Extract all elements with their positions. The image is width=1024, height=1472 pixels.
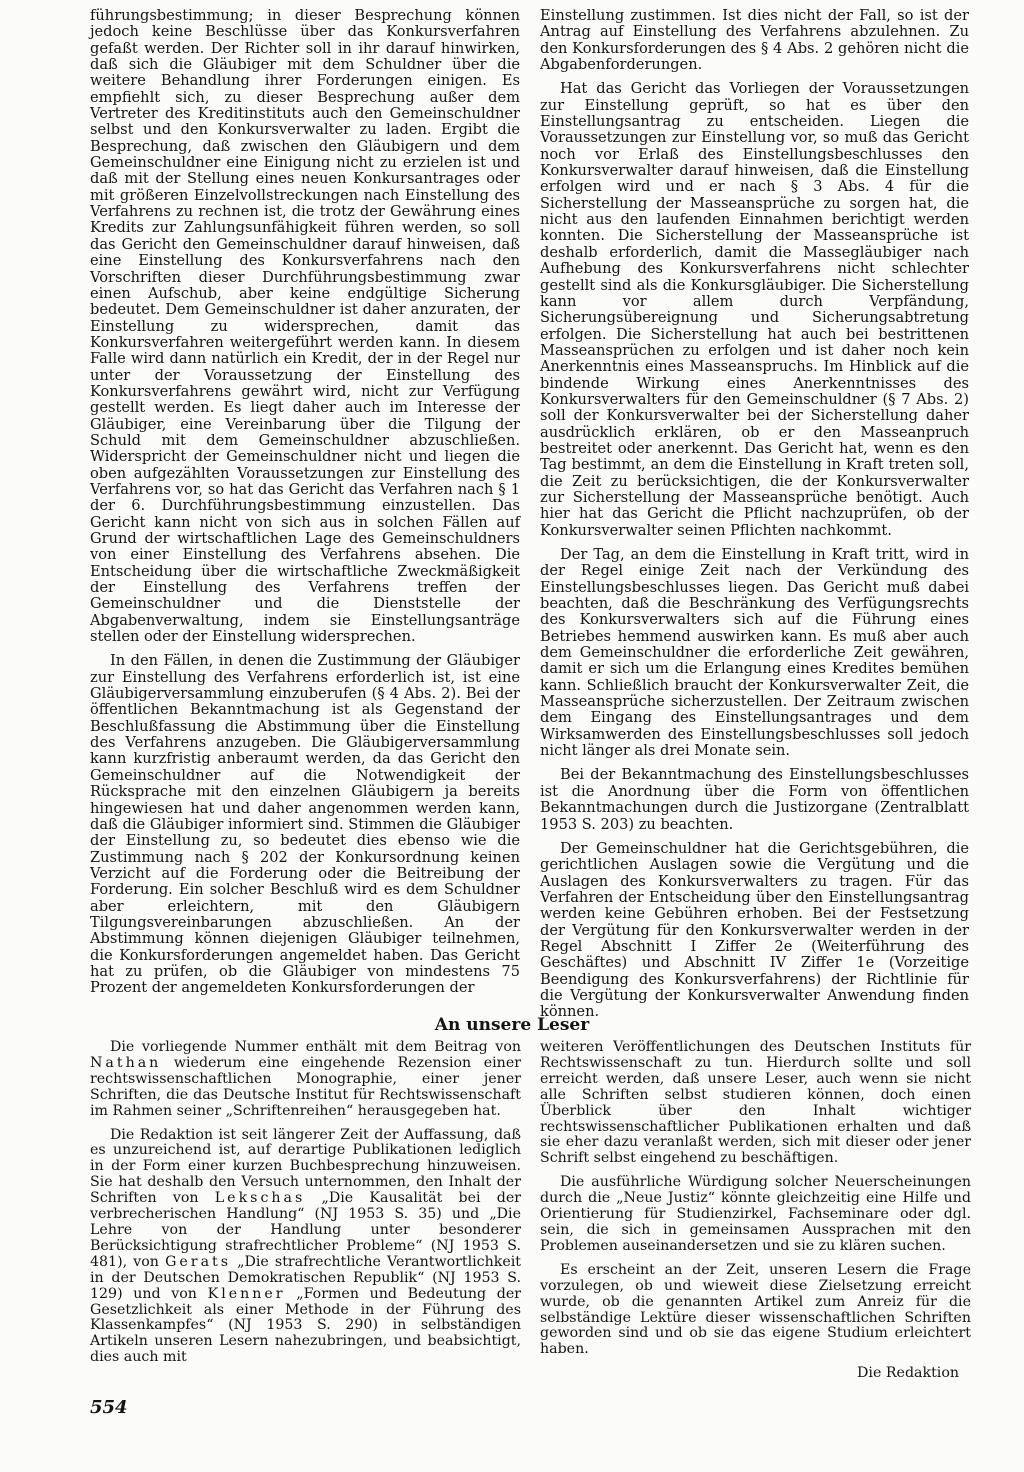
article-paragraph: In den Fällen, in denen die Zustimmung der Gläubiger zur Einstellung des Verfahrens erforderlich ist, ist eine Gläubigerversammlung einzuberufen (§ 4 Abs. 2). Bei der öffentlichen Bekanntmachung ist als Gegenstand der Beschlußfassung die Abstimmung über die Einstellung des Verfahrens anzugeben. Die Gläubigerversammlung kann kurzfristig anberaumt werden, da das Gericht den Gemeinschuldner auf die Notwendigkeit der Rücksprache mit den einzelnen Gläubigern ja bereits hingewiesen hat und daher angenommen werden kann, daß die Gläubiger informiert sind. Stimmen die Gläubiger der Einstellung zu, so bedeutet dies ebenso wie die Zustimmung nach § 202 der Konkursordnung keinen Verzicht auf die Forderung oder die Beitreibung der Forderung. Ein solcher Beschluß wird es dem Schuldner aber erleichtern, mit den Gläubigern Tilgungsvereinbarungen abzuschließen. An der Abstimmung können diejenigen Gläubiger teilnehmen, die Konkursforderungen angemeldet haben. Das Gericht hat zu prüfen, ob die Gläubiger von mindestens 75 Prozent der angemeldeten Konkursforderungen der (90, 652, 520, 997)
author-name: Klenner (207, 1285, 286, 1302)
notice-paragraph: weiteren Veröffentlichungen des Deutschen Instituts für Rechtswissenschaft zu tun. Hierdurch sollte und soll erreicht werden, daß unsere Leser, auch wenn sie nicht alle Schriften selbst studieren können, doch einen Überblick über den Inhalt wichtiger rechtswissenschaftlicher Publikationen erhalten und daß sie eher dazu veranlaßt werden, sich mit dieser oder jener Schrift selbst eingehend zu beschäftigen. (540, 1039, 971, 1167)
author-name: Nathan (90, 1054, 162, 1071)
notice-paragraph (90, 1040, 521, 1120)
article-paragraph: Hat das Gericht das Vorliegen der Voraussetzungen zur Einstellung geprüft, so hat es über den Einstellungsantrag zu entscheiden. Liegen die Voraussetzungen zur Einstellung vor, so muß das Gericht noch vor Erlaß des Einstellungsbeschlusses den Konkursverwalter darauf hinweisen, daß die Einstellung erfolgen wird und er nach § 3 Abs. 4 für die Sicherstellung der Masseansprüche zu sorgen hat, die nicht aus den laufenden Einnahmen berichtigt werden konnten. Die Sicherstellung der Masseansprüche ist deshalb erforderlich, damit die Massegläubiger nach Aufhebung des Konkursverfahrens nicht schlechter gestellt sind als die Konkursgläubiger. Die Sicherstellung kann vor allem durch Verpfändung, Sicherungsübereignung und Sicherungsabtretung erfolgen. Die Sicherstellung hat auch bei bestrittenen Masseansprüchen zu erfolgen und ist daher noch kein Anerkenntnis eines Masseanspruchs. Im Hinblick auf die bindende Wirkung eines Anerkenntnisses des Konkursverwalters für den Gemeinschuldner (§ 7 Abs. 2) soll der Konkursverwalter bei der Sicherstellung daher ausdrücklich erklären, ob er den Masseanpruch bestreitet oder anerkennt. Das Gericht hat, wenn es den Tag bestimmt, an dem die Einstellung in Kraft treten soll, die Zeit zu berücksichtigen, die der Konkursverwalter zur Sicherstellung der Masseansprüche benötigt. Auch hier hat das Gericht die Pflicht nachzuprüfen, ob der Konkursverwalter seinen Pflichten nachkommt. (540, 80, 969, 539)
notice-column-left (90, 1040, 521, 1374)
article-paragraph: Der Tag, an dem die Einstellung in Kraft tritt, wird in der Regel einige Zeit nach der Verkündung des Einstellungsbeschlusses liegen. Das Gericht muß dabei beachten, daß die Beschränkung des Verfügungsrechts des Konkursverwalters sich auf die Führung eines Betriebes hemmend auswirken kann. Es muß aber auch dem Gemeinschuldner die erforderliche Zeit gewähren, damit er sich um die Erlangung eines Kredites bemühen kann. Schließlich braucht der Konkursverwalter Zeit, die Masseansprüche sicherzustellen. Der Zeitraum zwischen dem Eingang des Einstellungsantrages und dem Wirksamwerden des Einstellungsbeschlusses soll jedoch nicht länger als drei Monate sein. (540, 546, 969, 760)
notice-paragraph: Es erscheint an der Zeit, unseren Lesern die Frage vorzulegen, ob und wieweit diese Zielsetzung erreicht wurde, ob die genannten Artikel zum Anreiz für die selbständige Lektüre dieser wissenschaftlichen Schriften geworden sind und ob sie das eigene Studium erleichtert haben. (540, 1261, 971, 1358)
article-paragraph: führungsbestimmung; in dieser Besprechung können jedoch keine Beschlüsse über das Konkursverfahren gefaßt werden. Der Richter soll in ihr darauf hinwirken, daß sich die Gläubiger mit dem Schuldner über die weitere Behandlung ihrer Forderungen einigen. Es empfiehlt sich, zu dieser Besprechung außer dem Vertreter des Kreditinstituts auch den Gemeinschuldner selbst und den Konkursverwalter zu laden. Ergibt die Besprechung, daß zwischen den Gläubigern und dem Gemeinschuldner eine Einigung nicht zu erzielen ist und daß mit der Stellung eines neuen Konkursantrages oder mit größeren Einzelvollstreckungen nach Einstellung des Verfahrens zu rechnen ist, die trotz der Gewährung eines Kredits zur Zahlungsunfähigkeit führen werden, so soll das Gericht den Gemeinschuldner darauf hinweisen, daß eine Einstellung des Konkursverfahrens nach den Vorschriften dieser Durchführungsbestimmung zwar einen Aufschub, aber keine endgültige Sicherung bedeutet. Dem Gemeinschuldner ist daher anzuraten, der Einstellung zu widersprechen, damit das Konkursverfahren weitergeführt werden kann. In diesem Falle wird dann natürlich ein Kredit, der in der Regel nur unter der Voraussetzung der Einstellung des Konkursverfahrens gewährt wird, nicht zur Verfügung gestellt werden. Es liegt daher auch im Interesse der Gläubiger, eine Vereinbarung über die Tilgung der Schuld mit dem Gemeinschuldner abzuschließen. Widerspricht der Gemeinschuldner nicht und liegen die oben aufgezählten Voraussetzungen zur Einstellung des Verfahrens vor, so hat das Gericht das Verfahren nach § 1 der 6. Durchführungsbestimmung einzustellen. Das Gericht kann nicht von sich aus in solchen Fällen auf Grund der wirtschaftlichen Lage des Gemeinschuldners von einer Einstellung des Verfahrens absehen. Die Entscheidung über die wirtschaftliche Zweckmäßigkeit der Einstellung des Verfahrens treffen der Gemeinschuldner und die Dienststelle der Abgabenverwaltung, indem sie Einstellungsanträge stellen oder der Einstellung widersprechen. (90, 7, 520, 646)
article-paragraph: Bei der Bekanntmachung des Einstellungsbeschlusses ist die Anordnung über die Form von öffentlichen Bekanntmachungen durch die Justizorgane (Zentralblatt 1953 S. 203) zu beachten. (540, 766, 969, 833)
article-column-right (540, 8, 969, 1029)
text-run: Die vorliegende Nummer enthält mit dem Beitrag von (110, 1039, 521, 1055)
text-run: Die Redaktion ist seit längerer Zeit der Auffassung, daß es unzureichend ist, auf derartige Publikationen lediglich in der Form einer kurzen Buchbesprechung hinzuweisen. Sie hat deshalb den Versuch unternommen, den Inhalt der Schriften von (90, 1126, 521, 1207)
notice-paragraph (90, 1128, 521, 1367)
text-run: wiederum eine eingehende Rezension einer rechtswissenschaftlichen Monographie, einer jener Schriften, die das Deutsche Institut für Rechtswissenschaft im Rahmen seiner „Schriftenreihen“ herausgegeben hat. (90, 1054, 521, 1119)
text-run: „Formen und Bedeutung der Gesetzlichkeit als einer Methode in der Führung des Klassenkampfes“ (NJ 1953 S. 290) in selbständigen Artikeln unseren Lesern nahezubringen, und beabsichtigt, dies auch mit (90, 1285, 521, 1366)
article-paragraph: Einstellung zustimmen. Ist dies nicht der Fall, so ist der Antrag auf Einstellung des Verfahrens abzulehnen. Zu den Konkursforderungen des § 4 Abs. 2 gehören nicht die Abgabenforderungen. (540, 7, 969, 74)
page-number: 554 (90, 1397, 128, 1418)
notice-column-right (540, 1040, 971, 1390)
article-column-left (90, 8, 520, 1005)
article-paragraph: Der Gemeinschuldner hat die Gerichtsgebühren, die gerichtlichen Auslagen sowie die Vergütung und die Auslagen des Konkursverwalters zu tragen. Für das Verfahren der Entscheidung über den Einstellungsantrag werden keine Gebühren erhoben. Bei der Festsetzung der Vergütung für den Konkursverwalter werden in der Regel Abschnitt I Ziffer 2e (Weiterführung des Geschäftes) und Abschnitt IV Ziffer 1e (Vorzeitige Beendigung des Konkursverfahrens) der Richtlinie für die Vergütung der Konkursverwalter Anwendung finden können. (540, 839, 969, 1021)
author-name: Gerats (165, 1253, 232, 1270)
notice-title: An unsere Leser (434, 1015, 590, 1035)
notice-paragraph: Die ausführliche Würdigung solcher Neuerscheinungen durch die „Neue Justiz“ könnte gleichzeitig eine Hilfe und Orientierung für Studienzirkel, Fachseminare oder dgl. sein, die sich in gemeinsamen Aussprachen mit den Problemen auseinandersetzen und sie zu klären suchen. (540, 1174, 971, 1254)
author-name: Lekschas (214, 1190, 306, 1207)
text-run: „Die strafrechtliche Verantwortlichkeit in der Deutschen Demokratischen Republik“ (NJ 1953 S. 129) und von (90, 1253, 521, 1302)
text-run: „Die Kausalität bei der verbrecherischen Handlung“ (NJ 1953 S. 35) und „Die Lehre von der Handlung unter besonderer Berücksichtigung strafrechtlicher Probleme“ (NJ 1953 S. 481), von (90, 1190, 522, 1270)
notice-signature: Die Redaktion (857, 1365, 959, 1382)
